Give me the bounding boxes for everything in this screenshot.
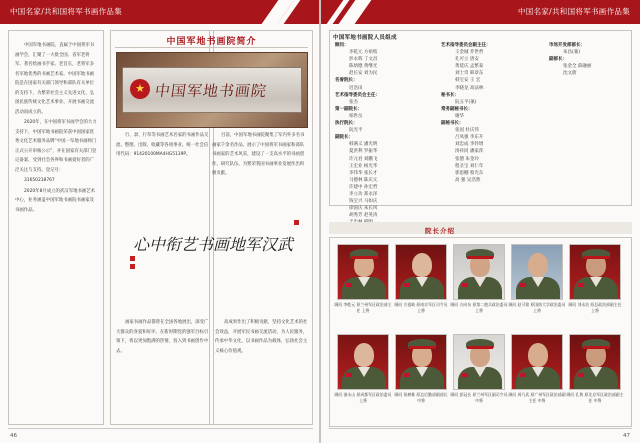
mid-text-column (116, 131, 210, 160)
member-names: 谢华 (455, 113, 464, 119)
member-names: 李伟华 张长才 (349, 170, 378, 176)
portrait-caption: 顾问 李乾元 原兰州军区政治部主任 上将 (334, 302, 392, 314)
member-names: 李晓龙 高法林 (455, 85, 484, 91)
roster-column-2 (441, 42, 541, 184)
left-intro-column (8, 30, 104, 425)
member-names: 许建中 孙宏哲 (349, 184, 378, 190)
left-page (0, 0, 319, 443)
role-label: 副部长： (549, 57, 567, 63)
member-names: 韩满义 潘光明 (349, 142, 378, 148)
portrait-caption: 顾问 方向东 原第二炮兵政治委员 上将 (450, 302, 508, 314)
registration-number: 31650218767 (24, 178, 55, 183)
member-names: 程圣宝 刘仁年 (455, 163, 484, 169)
seal-stamp (130, 256, 135, 261)
member-names: 陈炳德 黄继光 (349, 64, 378, 70)
portrait-caption: 顾问 彭冠长 原兰州军区副司令员 中将 (450, 392, 508, 404)
portrait-photo (453, 334, 505, 390)
left-header-band (0, 0, 319, 24)
intro-paragraph: 中国军地书画院，直属于中国将军书画学会，汇聚了一大批全国、省军老将军、著名绘画书手家、老首长，老将军多名军地优秀的书画艺术家。中国军地书画院是在国家有关部门领导和部队有关单位的支持下，为繁荣社会主义先进文化、弘扬民族传统文化艺术事业、开展书画交流活动而成立的。 (15, 43, 95, 115)
page-number: 46 (10, 433, 17, 439)
member-names: 王宏业 杨光华 (349, 163, 378, 169)
portrait-photo (453, 244, 505, 300)
member-names: 朱昌(兼) (563, 50, 581, 56)
role-label: 艺术指导委员会副主任： (441, 43, 491, 48)
member-names: 高 强 吴浩然 (455, 177, 481, 183)
intro-paragraph: 2020年8月成立的武汉军地书画艺术中心，业务涵盖中国军地书画院书画家及书画作品。 (15, 188, 96, 213)
institute-sign-photo (116, 52, 308, 128)
star-emblem-icon: ★ (130, 79, 150, 99)
member-names: 许元君 刘鹏飞 (349, 156, 378, 162)
member-names: 彭永辉 丁文昌 (349, 57, 378, 63)
member-names: 郭思棚 蔡光东 (455, 170, 484, 176)
role-label: 副院长： (335, 135, 353, 141)
body-paragraph: 行、隶、行草等书画艺术名家的书画作品交流、整理、出版、收藏等各项事业。统一社会信用代码：91420100MA4HG5139P。 (116, 133, 209, 157)
roster-column-3 (549, 42, 629, 77)
footer-rule (329, 428, 632, 429)
right-header-title: 中国名家/共和国将军书画作品集 (517, 7, 630, 16)
portrait-photo (511, 244, 563, 300)
member-names: 柏世岳 (349, 113, 363, 119)
seal-stamp (130, 264, 135, 269)
portrait-caption: 顾问 赵可铭 原国防大学政治委员 上将 (508, 302, 566, 314)
sign-text: 中国军地书画院 (153, 82, 269, 100)
sign-board (122, 67, 302, 113)
member-names: 张金全 薛融丽 (563, 64, 592, 70)
calligraphy-artwork (118, 210, 308, 310)
portrait-photo (569, 244, 621, 300)
role-label: 副秘书长： (441, 121, 464, 127)
member-names: 李立功 郑永泽 (349, 191, 378, 197)
role-label: 顾问： (335, 43, 349, 48)
portrait-photo (395, 334, 447, 390)
member-names: 张国 杜庆伟 (455, 128, 479, 134)
member-names: 阮五平(兼) (455, 99, 477, 105)
portrait-caption: 顾问 周乃武 原广州军区政治部副主任 中将 (508, 392, 566, 404)
title-divider (115, 47, 308, 48)
right-page (321, 0, 640, 443)
roster-column-1 (335, 42, 435, 226)
member-names: 胡秀芳 赵英涛 (349, 213, 378, 219)
body-paragraph: 目前，中国军地书画院聚集了军内外多名书画家千余名作品，展示了中国将军书画家和部队书画家的艺术风采，建设了一支高水平的书画创作、研究队伍，为繁荣我国书画事业发展作出积极贡献。 (212, 133, 305, 176)
member-names: 阮光平 (349, 128, 363, 134)
role-label: 名誉院长： (335, 78, 358, 84)
right-text-column-b (215, 318, 309, 356)
portrait-photo (395, 244, 447, 300)
member-names: 马德林 陈庆元 (349, 177, 378, 183)
role-label: 艺术指导委员会主任： (335, 92, 380, 98)
member-names: 韩宝安 王 宏 (455, 78, 481, 84)
right-header-band (321, 0, 640, 24)
portrait-caption: 顾问 刘永治 原总政治部副主任 上将 (568, 302, 622, 314)
member-names: 张杰 (349, 99, 358, 105)
member-names: 刘忠成 李铃增 (455, 142, 484, 148)
role-label: 执行院长： (335, 121, 358, 127)
portrait-photo (569, 334, 621, 390)
seal-stamp (294, 220, 299, 225)
role-label: 市场开发部部长： (549, 43, 585, 48)
role-label: 秘书长： (441, 92, 459, 98)
member-names: 黄延庆 孟繁泰 (455, 64, 484, 70)
body-paragraph: 高成果作出了积极贡献，坚持文化艺术的社会效益，开展军民书画交流活动，为人民服务，传承中华文化，以书画作品为载体，弘扬社会主义核心价值观。 (215, 320, 308, 354)
mid-text-column-b (212, 131, 308, 179)
member-names: 沈文蔚 (563, 71, 577, 77)
portrait-caption: 顾问 侯树栋 原总后勤部副部长 中将 (394, 392, 448, 404)
lower-text-column (116, 318, 210, 356)
member-names: 夏洪利 罗振华 (349, 149, 378, 155)
page-title: 中国军地书画院简介 (166, 37, 257, 47)
member-names: 李乾元 方祖岐 (349, 50, 378, 56)
page-number: 47 (623, 433, 630, 439)
member-names: 刘士奇 韩章东 (455, 71, 484, 77)
role-label: 常务副秘书长： (441, 106, 473, 112)
portrait-caption: 顾问 孔隽 原北京军区政治部副主任 中将 (566, 392, 624, 404)
calligraphy-text: 心中衔艺书画地军汉武 (132, 235, 293, 254)
presidents-header-bar (329, 222, 632, 234)
footer-rule (8, 428, 313, 429)
member-names: 钱宝兴 马如庆 (349, 199, 378, 205)
member-names: 孔可立 唐安 (455, 57, 479, 63)
intro-paragraph: 2020年，在中国将军书画学会的大力支持下，中国军地书画院荣获中国国家优秀文化艺术服务品牌“中国一军地书画师门正式公开审核公示”，并在国家有关部门登记备案、受到社会各界和书画爱好者的广泛关注与支持。登记号： (15, 120, 97, 173)
member-names: 张德 朱金玲 (455, 156, 479, 162)
portrait-photo (337, 244, 389, 300)
portrait-caption: 顾问 方祖岐 原南京军区司令员 上将 (394, 302, 448, 314)
member-names: 吕凤强 李东升 (455, 135, 484, 141)
member-names: 徐国庆 朱长风 (349, 206, 378, 212)
member-names: 赵长安 刘为民 (349, 71, 378, 77)
portrait-photo (337, 334, 389, 390)
left-header-title: 中国名家/共和国将军书画作品集 (10, 7, 123, 16)
body-paragraph: 画家书画作品都曾在全国各地展出，深受广大群众的喜爱和好评。在新时期党的强军目标引领下，将以更加饱满的热情，投入到书画创作中去。 (116, 320, 209, 354)
roster-title: 中国军地书画院人员组成 (333, 35, 397, 41)
member-names: 汤祥同 潘家萍 (455, 149, 484, 155)
portrait-photo (511, 334, 563, 390)
role-label: 第一副院长： (335, 106, 362, 112)
presidents-title: 院长介绍 (425, 227, 455, 235)
member-names: 迟浩田 (349, 85, 363, 91)
member-names: 王金城 乔世哲 (455, 50, 484, 56)
portrait-caption: 顾问 滋永山 原成都军区政治委员 上将 (334, 392, 392, 404)
